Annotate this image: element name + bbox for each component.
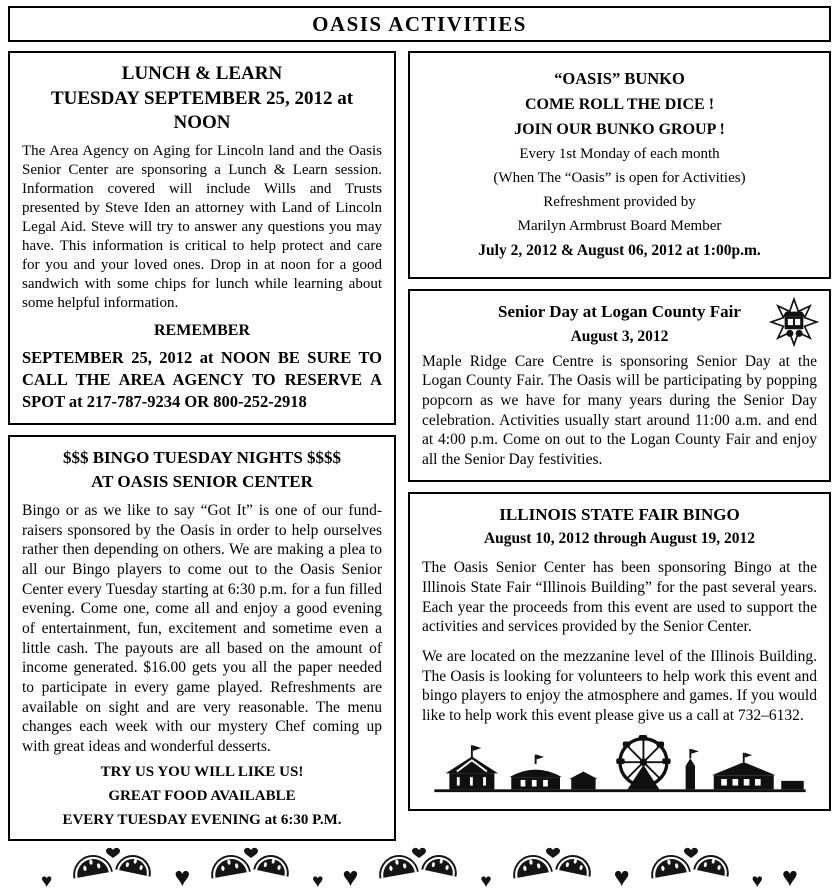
senior-day-body: Maple Ridge Care Centre is sponsoring Senior Day at the Logan County Fair. The Oasis will be participating by popping popcorn as we have for many years during the Senior Day celebration. Activities usually start around 11:00 a.m. and end at 4:00 p.m. Come on out to the Logan County Fair and enjoy all the Senior Day festivities. (422, 352, 817, 468)
heart-icon: ♥ (613, 861, 630, 892)
bingo-card (8, 435, 396, 841)
lunch-learn-title: LUNCH & LEARN (121, 63, 283, 84)
heart-icon: ♥ (174, 861, 191, 892)
remember-heading: REMEMBER (154, 322, 250, 340)
bingo-footer-line: TRY US YOU WILL LIKE US! (100, 763, 304, 780)
senior-day-card (408, 289, 831, 482)
bunko-line: (When The “Oasis” is open for Activities) (493, 170, 746, 186)
heart-icon: ♥ (312, 870, 324, 892)
decorative-border (8, 845, 831, 892)
watermelon-icon (71, 844, 155, 889)
senior-day-date: August 3, 2012 (570, 327, 669, 345)
state-fair-para1: The Oasis Senior Center has been sponsoring Bingo at the Illinois State Fair “Illinois Building” for the past several years. Each year the proceeds from this event are used to support the activities and services provided by the Senior Center. (422, 559, 817, 636)
heart-icon: ♥ (781, 861, 798, 892)
watermelon-icon (511, 844, 595, 889)
watermelon-icon (377, 844, 461, 889)
left-column (8, 51, 396, 841)
lunch-learn-card (8, 51, 396, 425)
popcorn-cart-icon (765, 296, 823, 348)
state-fair-title: ILLINOIS STATE FAIR BINGO (499, 504, 740, 524)
fairground-skyline-icon (422, 734, 817, 799)
content-columns (8, 51, 831, 841)
bingo-footer-line: GREAT FOOD AVAILABLE (108, 787, 296, 804)
bunko-line: COME ROLL THE DICE ! (524, 96, 715, 113)
heart-icon: ♥ (40, 870, 53, 892)
watermelon-icon (209, 844, 293, 889)
heart-icon: ♥ (342, 861, 359, 892)
lunch-learn-body: The Area Agency on Aging for Lincoln land and the Oasis Senior Center are sponsoring a Lunch & Learn session. Information covered will include Wills and Trusts presented by Steve Iden an attorney with Land of Lincoln Legal Aid. Steve will try to answer any questions you may have. This information is critical to help protect and care for you and your loved ones. Drop in at noon for a good sandwich with some chips for lunch while learning about some helpful information. (22, 143, 382, 312)
bingo-subtitle: AT OASIS SENIOR CENTER (91, 472, 313, 492)
page-title: OASIS ACTIVITIES (312, 11, 527, 36)
lunch-learn-subtitle: TUESDAY SEPTEMBER 25, 2012 at NOON (50, 87, 354, 134)
bingo-title: $$$ BINGO TUESDAY NIGHTS $$$$ (62, 447, 342, 467)
heart-icon: ♥ (751, 870, 763, 892)
heart-icon: ♥ (480, 870, 492, 892)
reservation-callout: SEPTEMBER 25, 2012 at NOON BE SURE TO CALL THE AREA AGENCY TO RESERVE A SPOT at 217-787-9234 OR 800-252-2918 (22, 348, 382, 412)
bunko-line: JOIN OUR BUNKO GROUP ! (514, 121, 725, 138)
bunko-schedule: July 2, 2012 & August 06, 2012 at 1:00p.m. (478, 242, 761, 259)
senior-day-title: Senior Day at Logan County Fair (498, 302, 741, 321)
right-column (408, 51, 831, 811)
state-fair-para2: We are located on the mezzanine level of the Illinois Building. The Oasis is looking for volunteers to help work this event and bingo players to enjoy the atmosphere and games. If you would like to help work this event please give us a call at 732–6132. (422, 648, 817, 725)
bunko-card (408, 51, 831, 279)
bunko-line: Every 1st Monday of each month (519, 146, 720, 162)
bunko-line: Marilyn Armbrust Board Member (517, 218, 722, 234)
state-fair-dates: August 10, 2012 through August 19, 2012 (483, 530, 756, 548)
watermelon-icon (649, 844, 733, 889)
page-header (8, 6, 831, 42)
bingo-footer-line: EVERY TUESDAY EVENING at 6:30 P.M. (62, 811, 342, 828)
bingo-footer (22, 764, 382, 829)
bunko-line: Refreshment provided by (543, 194, 696, 210)
bingo-body: Bingo or as we like to say “Got It” is one of our fund-raisers sponsored by the Oasis in order to help ourselves rather then depending on others. We are making a plea to all our Bingo players to come out to the Oasis Senior Center every Tuesday starting at 6:30 p.m. for a fun filled evening. Come one, come all and enjoy a good evening of entertainment, fun, excitement and sometime even a little cash. The payouts are all based on the amount of income generated. $16.00 gets you all the paper needed to participate in every game played. Refreshments are available on sight and are very reasonable. The menu changes each week with our mystery Chef coming up with great ideas and wonderful desserts. (22, 502, 382, 756)
state-fair-bingo-card (408, 492, 831, 811)
bunko-title: “OASIS” BUNKO (554, 69, 685, 88)
